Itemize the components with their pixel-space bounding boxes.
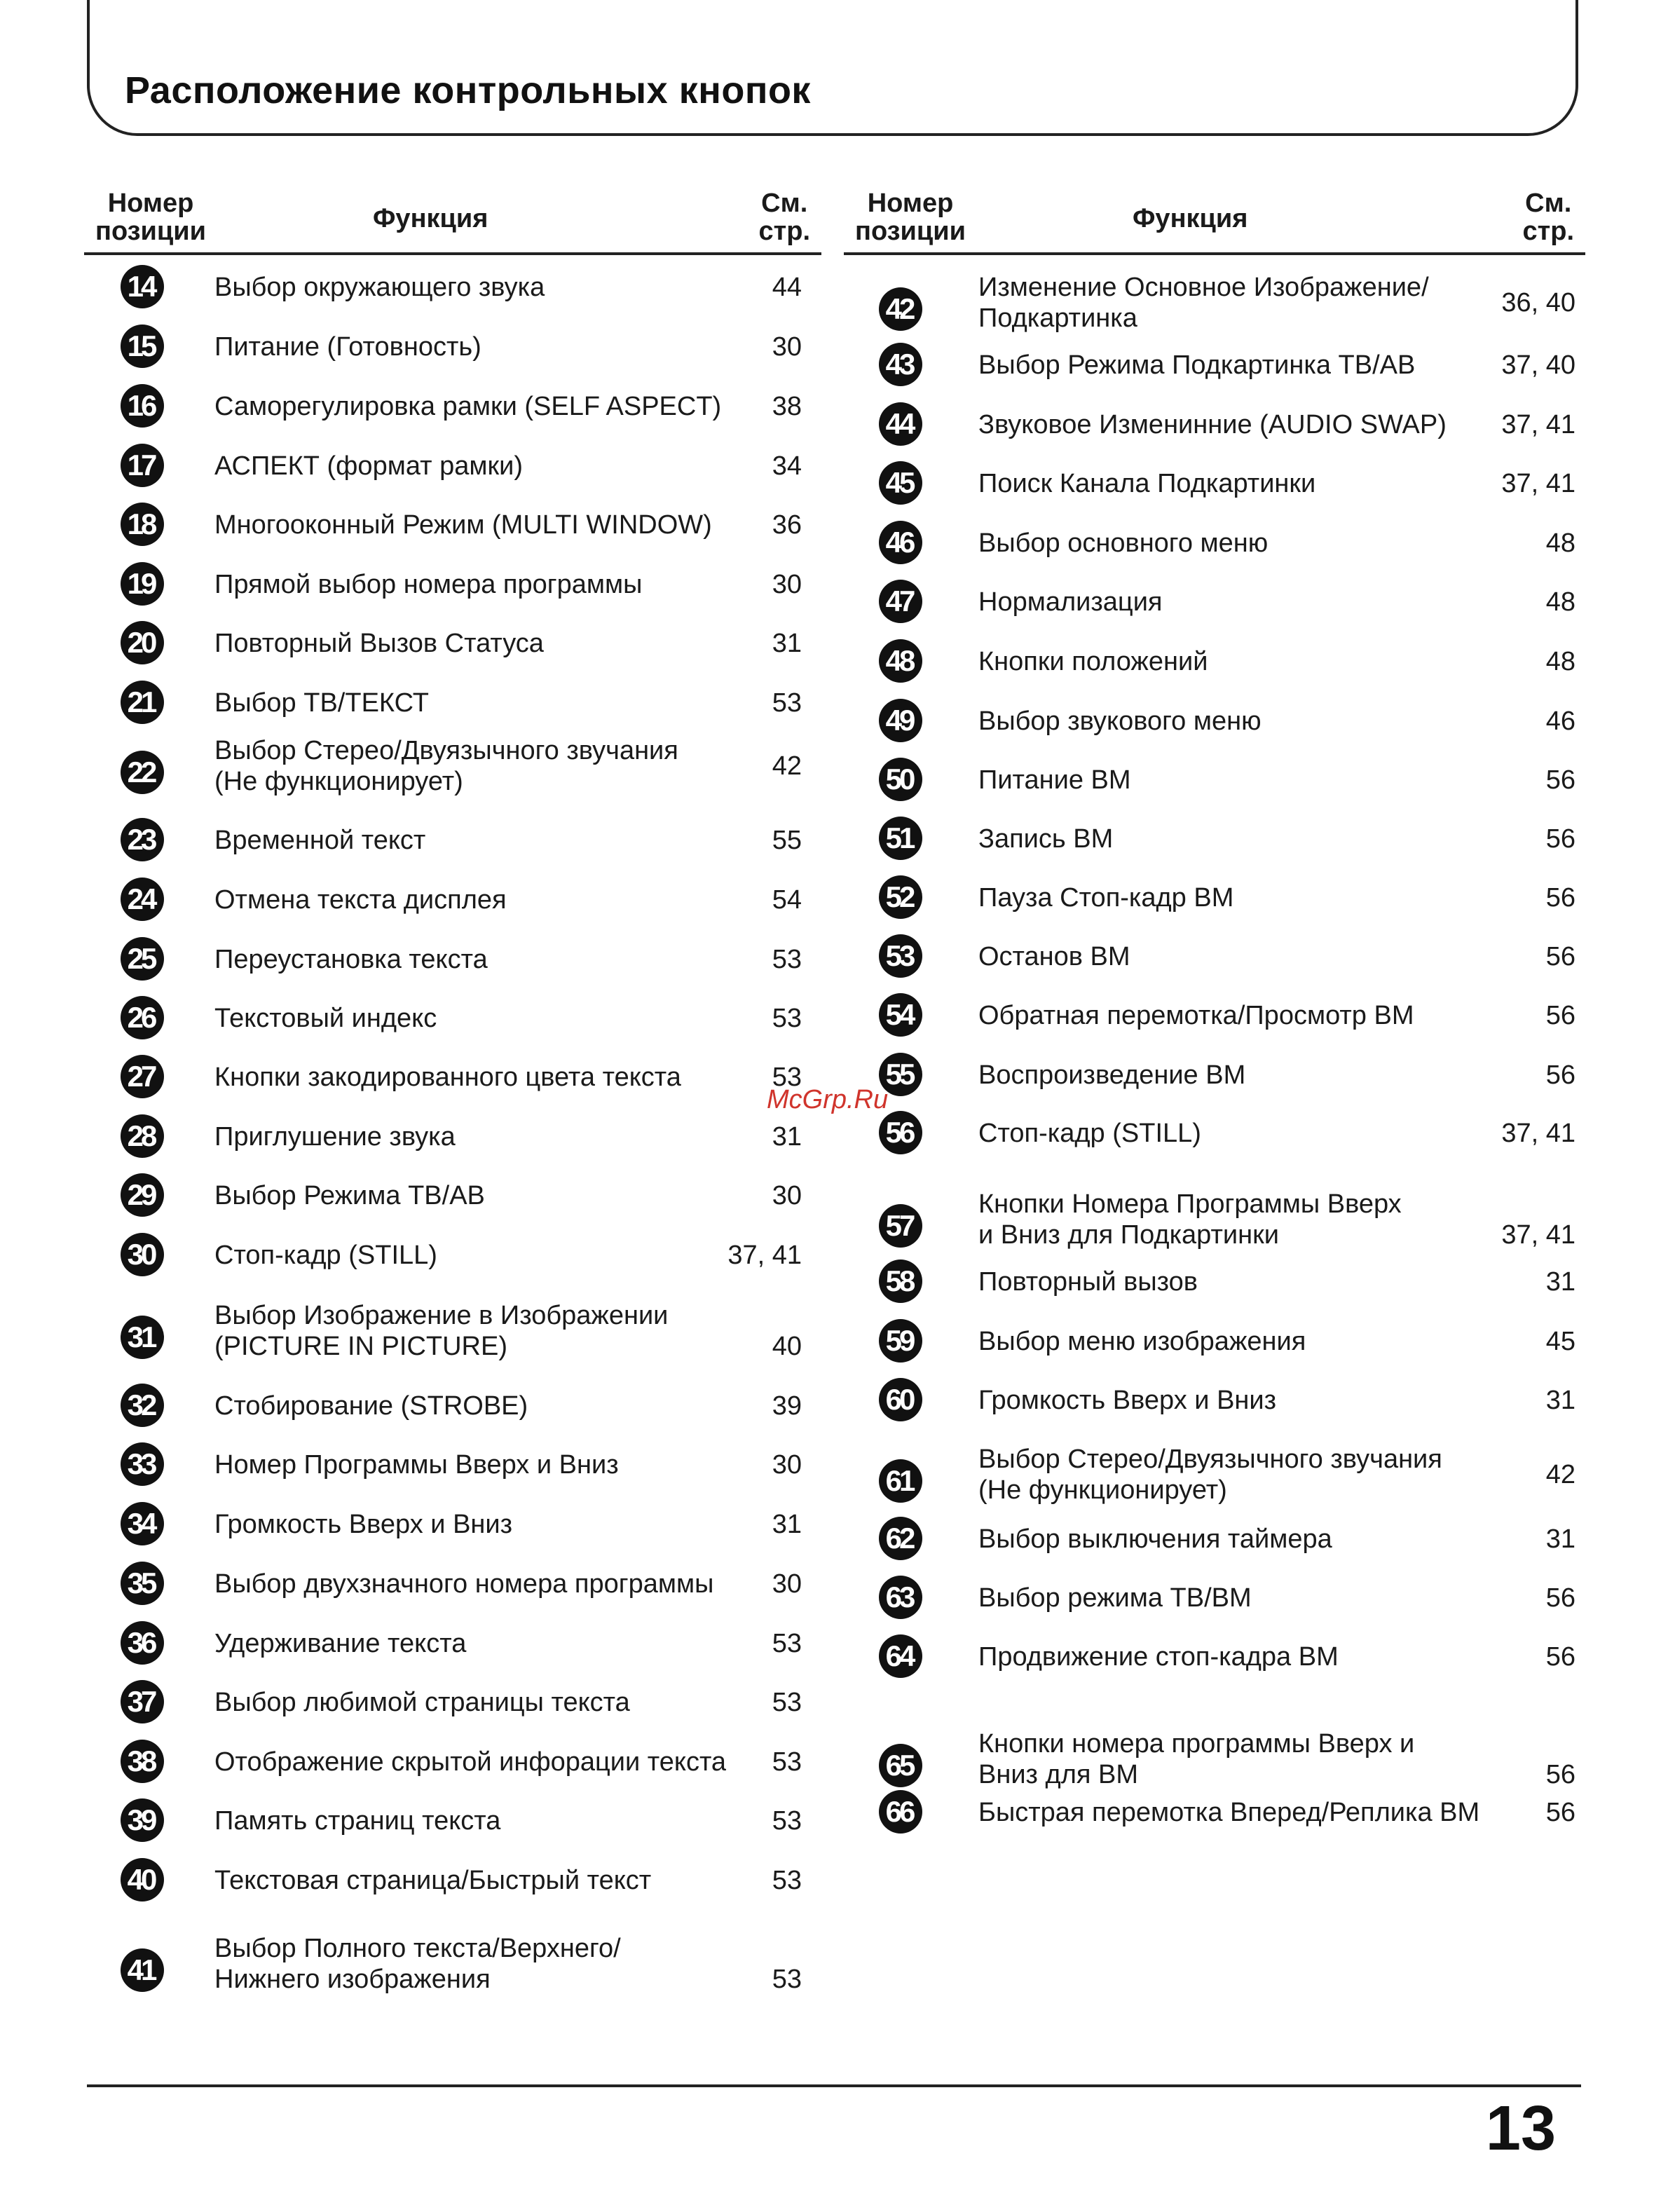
page-reference: 31	[1545, 1386, 1575, 1415]
page-reference: 56	[1545, 824, 1575, 854]
page-reference: 30	[772, 332, 802, 362]
position-number-badge: 29	[121, 1173, 164, 1217]
function-label: Выбор Стерео/Двуязычного звучания (Не функционирует)	[978, 1445, 1442, 1505]
page-reference: 56	[1545, 765, 1575, 795]
page-reference: 53	[772, 1806, 802, 1836]
table-row	[84, 270, 821, 306]
function-label: Выбор Режима Подкартинка ТВ/АВ	[978, 350, 1416, 380]
page-reference: 48	[1545, 587, 1575, 617]
position-number-badge: 45	[879, 461, 922, 505]
table-row	[844, 1522, 1585, 1557]
function-label: Останов ВМ	[978, 942, 1130, 971]
function-label: Саморегулировка рамки (SELF ASPECT)	[214, 392, 722, 421]
page-reference: 45	[1545, 1327, 1575, 1356]
page-reference: 53	[772, 1688, 802, 1717]
page-reference: 56	[1545, 883, 1575, 913]
left-table-header	[84, 184, 821, 255]
table-row	[844, 526, 1585, 561]
table-row	[84, 449, 821, 484]
function-label: Продвижение стоп-кадра ВМ	[978, 1642, 1339, 1672]
page-reference: 53	[772, 1004, 802, 1033]
page-reference: 53	[772, 688, 802, 718]
page-reference: 37, 41	[1501, 469, 1575, 498]
header-frame	[87, 0, 1578, 136]
function-label: Звуковое Изменинние (AUDIO SWAP)	[978, 410, 1447, 439]
table-row	[844, 1639, 1585, 1675]
position-number-badge: 24	[121, 878, 164, 921]
function-label: Кнопки закодированного цвета текста	[214, 1063, 681, 1092]
table-row	[84, 942, 821, 978]
function-label: Выбор режима ТВ/ВМ	[978, 1583, 1252, 1613]
position-number-badge: 64	[879, 1634, 922, 1678]
position-number-badge: 19	[121, 562, 164, 606]
position-number-badge: 35	[121, 1562, 164, 1605]
table-row	[844, 1324, 1585, 1360]
position-number-badge: 22	[121, 751, 164, 794]
header-function: Функция	[1133, 204, 1248, 233]
page-reference: 42	[772, 751, 802, 781]
position-number-badge: 50	[879, 758, 922, 801]
position-number-badge: 40	[121, 1858, 164, 1902]
position-number-badge: 49	[879, 699, 922, 742]
table-row	[84, 507, 821, 543]
function-label: Повторный вызов	[978, 1267, 1198, 1297]
function-label: Выбор Изображение в Изображении (PICTURE IN PICTURE)	[214, 1301, 669, 1361]
table-row	[844, 880, 1585, 916]
function-label: Временной текст	[214, 826, 426, 855]
position-number-badge: 62	[879, 1517, 922, 1560]
function-label: Питание ВМ	[978, 765, 1131, 795]
position-number-badge: 33	[121, 1442, 164, 1486]
table-row	[84, 738, 821, 800]
page-reference: 31	[1545, 1267, 1575, 1297]
position-number-badge: 54	[879, 993, 922, 1037]
function-label: Воспроизведение ВМ	[978, 1060, 1246, 1090]
position-number-badge: 32	[121, 1384, 164, 1427]
table-row	[844, 704, 1585, 739]
position-number-badge: 58	[879, 1259, 922, 1303]
page-reference: 30	[772, 570, 802, 599]
table-row	[84, 823, 821, 859]
page-reference: 37, 40	[1501, 350, 1575, 380]
table-row	[84, 1936, 821, 1998]
function-label: Кнопки номера программы Вверх и Вниз для ВМ	[978, 1729, 1415, 1789]
function-label: Переустановка текста	[214, 945, 488, 974]
table-row	[84, 567, 821, 603]
page-reference: 36, 40	[1501, 288, 1575, 318]
page-reference: 56	[1545, 1001, 1575, 1030]
page-reference: 53	[772, 1063, 802, 1092]
function-label: Выбор Режима ТВ/АВ	[214, 1181, 485, 1210]
page-reference: 48	[1545, 647, 1575, 676]
table-row	[844, 644, 1585, 680]
position-number-badge: 39	[121, 1798, 164, 1842]
page-reference: 38	[772, 392, 802, 421]
position-number-badge: 60	[879, 1378, 922, 1421]
header-number: Номер позиции	[95, 189, 206, 246]
position-number-badge: 47	[879, 580, 922, 623]
table-row	[84, 1803, 821, 1839]
position-number-badge: 44	[879, 402, 922, 446]
function-label: Выбор Стерео/Двуязычного звучания (Не функционирует)	[214, 736, 678, 796]
table-row	[844, 1264, 1585, 1300]
right-table-header	[844, 184, 1585, 255]
page-reference: 56	[1545, 942, 1575, 971]
function-label: Выбор двухзначного номера программы	[214, 1569, 714, 1599]
page-reference: 31	[772, 1510, 802, 1539]
position-number-badge: 43	[879, 343, 922, 386]
page-reference: 56	[1545, 1760, 1575, 1789]
page-reference: 56	[1545, 1642, 1575, 1672]
page-reference: 46	[1545, 706, 1575, 736]
function-label: Пауза Стоп-кадр ВМ	[978, 883, 1234, 913]
position-number-badge: 48	[879, 639, 922, 683]
position-number-badge: 17	[121, 444, 164, 487]
header-number: Номер позиции	[855, 189, 966, 246]
position-number-badge: 65	[879, 1744, 922, 1787]
table-row	[844, 1581, 1585, 1616]
page-reference: 55	[772, 826, 802, 855]
table-row	[84, 1447, 821, 1483]
table-row	[844, 1447, 1585, 1508]
table-row	[84, 685, 821, 721]
position-number-badge: 63	[879, 1576, 922, 1619]
page-reference: 37, 41	[1501, 1119, 1575, 1148]
function-label: Громкость Вверх и Вниз	[214, 1510, 513, 1539]
page-reference: 48	[1545, 528, 1575, 558]
function-label: Многооконный Режим (MULTI WINDOW)	[214, 510, 712, 540]
table-row	[84, 1626, 821, 1662]
page-reference: 56	[1545, 1583, 1575, 1613]
table-row	[844, 275, 1585, 336]
function-label: Выбор любимой страницы текста	[214, 1688, 630, 1717]
page-title: Расположение контрольных кнопок	[125, 69, 811, 111]
page-reference: 56	[1545, 1798, 1575, 1827]
function-label: Быстрая перемотка Вперед/Реплика ВМ	[978, 1798, 1480, 1827]
page-reference: 39	[772, 1391, 802, 1421]
position-number-badge: 34	[121, 1502, 164, 1545]
function-label: АСПЕКТ (формат рамки)	[214, 451, 523, 481]
page-reference: 30	[772, 1569, 802, 1599]
position-number-badge: 14	[121, 265, 164, 308]
header-function: Функция	[373, 204, 488, 233]
page-reference: 42	[1545, 1460, 1575, 1489]
table-row	[84, 1863, 821, 1899]
table-row	[844, 821, 1585, 857]
watermark: McGrp.Ru	[767, 1085, 889, 1114]
position-number-badge: 57	[879, 1204, 922, 1248]
table-row	[844, 939, 1585, 975]
page-reference: 53	[772, 945, 802, 974]
function-label: Удерживание текста	[214, 1629, 467, 1658]
position-number-badge: 21	[121, 681, 164, 724]
position-number-badge: 28	[121, 1114, 164, 1158]
table-row	[84, 882, 821, 918]
page-reference: 40	[772, 1332, 802, 1361]
page-reference: 56	[1545, 1060, 1575, 1090]
table-row	[844, 763, 1585, 798]
function-label: Выбор окружающего звука	[214, 273, 545, 302]
position-number-badge: 16	[121, 384, 164, 428]
page-reference: 31	[1545, 1524, 1575, 1554]
table-row	[844, 407, 1585, 443]
page-reference: 37, 41	[1501, 410, 1575, 439]
table-row	[844, 1116, 1585, 1152]
function-label: Выбор выключения таймера	[978, 1524, 1332, 1554]
table-row	[84, 1178, 821, 1214]
function-label: Номер Программы Вверх и Вниз	[214, 1450, 619, 1480]
function-label: Выбор Полного текста/Верхнего/ Нижнего изображения	[214, 1934, 621, 1994]
position-number-badge: 55	[879, 1053, 922, 1096]
position-number-badge: 20	[121, 621, 164, 664]
page-reference: 54	[772, 885, 802, 915]
page-reference: 53	[772, 1747, 802, 1777]
right-table	[844, 184, 1585, 1828]
page-reference: 31	[772, 629, 802, 658]
table-row	[84, 329, 821, 365]
table-row	[84, 1388, 821, 1424]
table-row	[84, 1566, 821, 1602]
position-number-badge: 36	[121, 1621, 164, 1665]
function-label: Память страниц текста	[214, 1806, 501, 1836]
function-label: Кнопки Номера Программы Вверх и Вниз для Подкартинки	[978, 1189, 1402, 1250]
footer-rule	[87, 2084, 1581, 2087]
page-number: 13	[1485, 2094, 1556, 2164]
table-row	[84, 1507, 821, 1543]
function-label: Поиск Канала Подкартинки	[978, 469, 1316, 498]
page-reference: 34	[772, 451, 802, 481]
function-label: Приглушение звука	[214, 1122, 456, 1152]
page-reference: 30	[772, 1450, 802, 1480]
page-reference: 44	[772, 273, 802, 302]
function-label: Кнопки положений	[978, 647, 1208, 676]
table-row	[84, 1303, 821, 1365]
table-row	[844, 1189, 1585, 1253]
function-label: Текстовая страница/Быстрый текст	[214, 1866, 652, 1895]
function-label: Выбор ТВ/ТЕКСТ	[214, 688, 430, 718]
function-label: Отмена текста дисплея	[214, 885, 507, 915]
function-label: Выбор основного меню	[978, 528, 1269, 558]
table-row	[84, 1119, 821, 1155]
position-number-badge: 56	[879, 1111, 922, 1154]
page-reference: 37, 41	[1501, 1220, 1575, 1250]
function-label: Повторный Вызов Статуса	[214, 629, 544, 658]
position-number-badge: 66	[879, 1790, 922, 1834]
position-number-badge: 30	[121, 1233, 164, 1276]
function-label: Прямой выбор номера программы	[214, 570, 643, 599]
function-label: Отображение скрытой инфорации текста	[214, 1747, 727, 1777]
page-reference: 36	[772, 510, 802, 540]
page-reference: 53	[772, 1965, 802, 1994]
page-reference: 53	[772, 1629, 802, 1658]
position-number-badge: 59	[879, 1319, 922, 1363]
function-label: Громкость Вверх и Вниз	[978, 1386, 1277, 1415]
position-number-badge: 46	[879, 521, 922, 564]
table-row	[844, 1795, 1585, 1831]
table-row	[84, 1001, 821, 1037]
function-label: Стоп-кадр (STILL)	[978, 1119, 1201, 1148]
function-label: Изменение Основное Изображение/ Подкартинка	[978, 273, 1429, 333]
position-number-badge: 38	[121, 1740, 164, 1783]
function-label: Выбор звукового меню	[978, 706, 1262, 736]
function-label: Обратная перемотка/Просмотр ВМ	[978, 1001, 1414, 1030]
table-row	[844, 1383, 1585, 1419]
table-row	[84, 1060, 821, 1095]
left-table	[84, 184, 821, 1994]
table-row	[84, 1685, 821, 1721]
function-label: Стобирование (STROBE)	[214, 1391, 528, 1421]
position-number-badge: 53	[879, 934, 922, 978]
function-label: Текстовый индекс	[214, 1004, 437, 1033]
position-number-badge: 23	[121, 818, 164, 861]
position-number-badge: 27	[121, 1055, 164, 1098]
table-row	[844, 1058, 1585, 1093]
table-row	[844, 466, 1585, 502]
table-row	[84, 1745, 821, 1780]
table-row	[844, 348, 1585, 383]
function-label: Нормализация	[978, 587, 1163, 617]
table-row	[844, 1731, 1585, 1793]
function-label: Запись ВМ	[978, 824, 1114, 854]
header-page: См. стр.	[758, 189, 810, 246]
function-label: Выбор меню изображения	[978, 1327, 1306, 1356]
position-number-badge: 51	[879, 817, 922, 860]
position-number-badge: 37	[121, 1680, 164, 1723]
position-number-badge: 25	[121, 937, 164, 981]
position-number-badge: 42	[879, 287, 922, 331]
position-number-badge: 26	[121, 996, 164, 1039]
header-page: См. стр.	[1522, 189, 1574, 246]
page-reference: 30	[772, 1181, 802, 1210]
table-row	[844, 998, 1585, 1034]
page-reference: 37, 41	[727, 1241, 802, 1270]
page-reference: 53	[772, 1866, 802, 1895]
table-row	[844, 585, 1585, 620]
function-label: Стоп-кадр (STILL)	[214, 1241, 437, 1270]
position-number-badge: 18	[121, 503, 164, 546]
page-reference: 31	[772, 1122, 802, 1152]
position-number-badge: 61	[879, 1459, 922, 1503]
table-row	[84, 626, 821, 662]
position-number-badge: 41	[121, 1948, 164, 1992]
position-number-badge: 15	[121, 325, 164, 368]
table-row	[84, 389, 821, 425]
position-number-badge: 52	[879, 875, 922, 919]
function-label: Питание (Готовность)	[214, 332, 481, 362]
table-row	[84, 1238, 821, 1274]
position-number-badge: 31	[121, 1316, 164, 1359]
